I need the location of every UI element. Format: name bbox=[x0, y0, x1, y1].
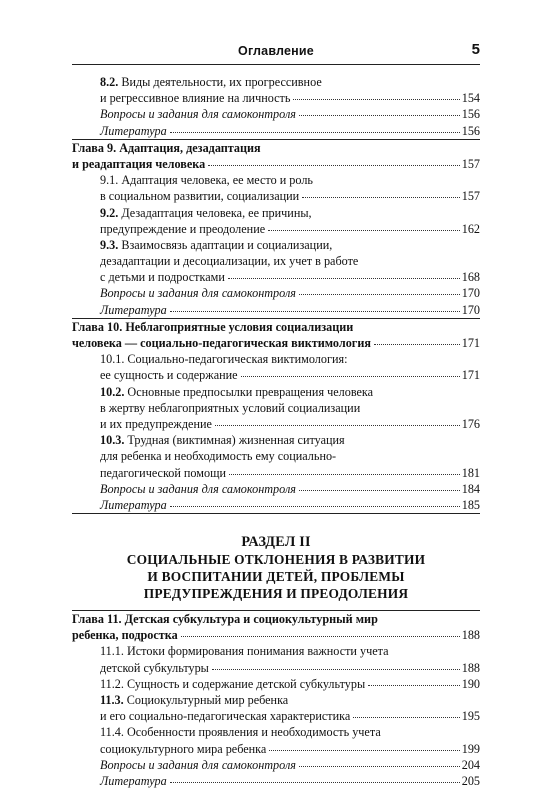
toc-text-run: 11.3. bbox=[100, 693, 124, 707]
dot-leader bbox=[241, 367, 460, 377]
toc-entry-text bbox=[72, 156, 205, 172]
toc-text-run: и реадаптация человека bbox=[72, 156, 206, 171]
toc-text-run: 11.4. Особенности проявления и необходимость учета bbox=[100, 725, 381, 740]
toc-entry bbox=[72, 253, 480, 269]
toc-text-run: для ребенка и необходимость ему социально- bbox=[100, 449, 337, 464]
toc-page-number: 199 bbox=[461, 741, 480, 756]
toc-entry bbox=[72, 302, 480, 318]
toc-text-run: 10.2. bbox=[100, 384, 125, 399]
dot-leader bbox=[170, 123, 460, 133]
toc-text-run: 9.3. bbox=[100, 237, 119, 252]
toc-entry bbox=[72, 708, 480, 724]
toc-entry bbox=[72, 416, 480, 432]
toc-entry-text bbox=[72, 335, 371, 351]
toc-entry bbox=[72, 106, 480, 122]
toc-text-run: 11.2. Сущность и содержание детской субкультуры bbox=[100, 676, 366, 691]
toc-entry bbox=[72, 448, 480, 464]
toc-entry-text bbox=[100, 269, 225, 285]
toc-entry-text bbox=[100, 692, 288, 708]
toc-page-number: 170 bbox=[461, 286, 480, 301]
dot-leader bbox=[299, 106, 460, 116]
toc-part-1 bbox=[72, 74, 480, 514]
page-number: 5 bbox=[471, 41, 480, 58]
toc-entry-text bbox=[100, 724, 381, 740]
dot-leader bbox=[368, 676, 460, 686]
toc-page-number: 195 bbox=[461, 709, 480, 724]
toc-entry bbox=[72, 205, 480, 221]
toc-text-run: предупреждение и преодоление bbox=[100, 221, 266, 236]
toc-text-run: социокультурного мира ребенка bbox=[100, 741, 267, 756]
dot-leader bbox=[293, 90, 459, 100]
toc-text-run: с детьми и подростками bbox=[100, 270, 225, 285]
toc-text-run: и их предупреждение bbox=[100, 416, 212, 431]
toc-text-run: человека — социально-педагогическая виктимология bbox=[72, 336, 371, 350]
page-header bbox=[72, 41, 480, 65]
dot-leader bbox=[170, 302, 460, 312]
toc-entry bbox=[72, 676, 480, 692]
toc-entry-text bbox=[100, 676, 365, 692]
toc-text-run: Литература bbox=[100, 497, 167, 512]
toc-entry-text bbox=[100, 74, 322, 90]
toc-page-number: 184 bbox=[461, 481, 480, 496]
toc-entry-text bbox=[100, 432, 345, 448]
toc-text-run: Взаимосвязь адаптации и социализации, bbox=[118, 237, 333, 252]
running-title: Оглавление bbox=[238, 44, 314, 58]
dot-leader bbox=[268, 221, 460, 231]
dot-leader bbox=[212, 660, 460, 670]
dot-leader bbox=[170, 497, 460, 507]
toc-page-number: 157 bbox=[461, 156, 480, 171]
toc-text-run: ее сущность и содержание bbox=[100, 368, 238, 383]
toc-entry bbox=[72, 188, 480, 204]
toc-entry bbox=[72, 384, 480, 400]
toc-text-run: 8.2. bbox=[100, 75, 119, 89]
toc-entry bbox=[72, 432, 480, 448]
toc-text-run: Глава 11. Детская субкультура и социокультурный мир bbox=[72, 612, 378, 627]
toc-page-number: 156 bbox=[461, 123, 480, 138]
toc-page-number: 185 bbox=[461, 497, 480, 512]
toc-entry bbox=[72, 319, 480, 335]
toc-entry-text bbox=[100, 660, 209, 676]
toc-entry bbox=[72, 285, 480, 301]
toc-entry bbox=[72, 757, 480, 773]
toc-entry bbox=[72, 351, 480, 367]
dot-leader bbox=[353, 708, 459, 718]
toc-page-number: 188 bbox=[461, 628, 480, 643]
dot-leader bbox=[299, 757, 460, 767]
dot-leader bbox=[229, 465, 460, 475]
toc-text-run: и регрессивное влияние на личность bbox=[100, 91, 291, 106]
toc-text-run: 9.2. bbox=[100, 205, 119, 220]
dot-leader bbox=[302, 188, 460, 198]
toc-text-run: ребенка, подростка bbox=[72, 628, 178, 643]
toc-text-run: Вопросы и задания для самоконтроля bbox=[100, 107, 296, 122]
toc-text-run: в социальном развитии, социализации bbox=[100, 189, 300, 204]
dot-leader bbox=[299, 481, 460, 491]
toc-text-run: 10.1. Социально-педагогическая виктимология: bbox=[100, 352, 348, 367]
toc-entry-text bbox=[100, 205, 312, 221]
toc-page-number: 181 bbox=[461, 465, 480, 480]
toc-text-run: дезадаптации и десоциализации, их учет в работе bbox=[100, 254, 359, 269]
toc-text-run: 10.3. bbox=[100, 433, 125, 448]
toc-entry bbox=[72, 611, 480, 627]
toc-entry bbox=[72, 627, 480, 643]
toc-page-number: 156 bbox=[461, 107, 480, 122]
toc-page-number: 171 bbox=[461, 368, 480, 383]
toc-entry-text bbox=[100, 90, 290, 106]
toc-entry bbox=[72, 692, 480, 708]
toc-entry bbox=[72, 643, 480, 659]
toc-page-number: 154 bbox=[461, 91, 480, 106]
toc-entry-text bbox=[100, 643, 389, 659]
toc-entry bbox=[72, 497, 480, 513]
dot-leader bbox=[374, 335, 460, 345]
toc-page-number: 190 bbox=[461, 676, 480, 691]
dot-leader bbox=[269, 741, 459, 751]
toc-entry bbox=[72, 90, 480, 106]
toc-text-run: Основные предпосылки превращения человека bbox=[124, 384, 374, 399]
toc-page-number: 205 bbox=[461, 773, 480, 788]
toc-entry-text bbox=[72, 319, 353, 335]
toc-entry bbox=[72, 400, 480, 416]
toc-entry-text bbox=[100, 123, 167, 139]
toc-entry-text bbox=[100, 188, 299, 204]
toc-text-run: Литература bbox=[100, 773, 167, 788]
toc-text-run: Литература bbox=[100, 302, 167, 317]
toc-text-run: Социокультурный мир ребенка bbox=[123, 693, 289, 707]
toc-entry bbox=[72, 741, 480, 757]
toc-entry-text bbox=[100, 497, 167, 513]
toc-text-run: Трудная (виктимная) жизненная ситуация bbox=[124, 433, 345, 448]
toc-text-run: Вопросы и задания для самоконтроля bbox=[100, 481, 296, 496]
toc-entry-text bbox=[100, 773, 167, 789]
toc-entry-text bbox=[100, 106, 296, 122]
toc-entry-text bbox=[72, 140, 261, 156]
toc-entry bbox=[72, 172, 480, 188]
toc-text-run: педагогической помощи bbox=[100, 465, 227, 480]
toc-entry-text bbox=[100, 172, 313, 188]
toc-entry bbox=[72, 335, 480, 351]
toc-entry-text bbox=[100, 465, 226, 481]
toc-entry-text bbox=[100, 481, 296, 497]
toc-text-run: Литература bbox=[100, 123, 167, 138]
toc-part-2 bbox=[72, 610, 480, 789]
toc-page-number: 168 bbox=[461, 270, 480, 285]
toc-text-run: 11.1. Истоки формирования понимания важности учета bbox=[100, 644, 389, 659]
toc-page-number: 204 bbox=[461, 757, 480, 772]
dot-leader bbox=[299, 285, 460, 295]
toc-entry-text bbox=[100, 302, 167, 318]
toc-entry-text bbox=[72, 627, 178, 643]
section-heading bbox=[72, 534, 480, 602]
section-title-line-3: ПРЕДУПРЕЖДЕНИЯ И ПРЕОДОЛЕНИЯ bbox=[143, 586, 409, 602]
toc-text-run: Глава 9. Адаптация, дезадаптация bbox=[72, 140, 261, 155]
toc-entry bbox=[72, 465, 480, 481]
section-title-line-2: И ВОСПИТАНИИ ДЕТЕЙ, ПРОБЛЕМЫ bbox=[147, 569, 405, 585]
toc-entry bbox=[72, 773, 480, 789]
toc-page-number: 170 bbox=[461, 302, 480, 317]
toc-entry-text bbox=[100, 367, 238, 383]
toc-page-number: 171 bbox=[461, 336, 480, 350]
toc-entry bbox=[72, 221, 480, 237]
toc-entry-text bbox=[100, 400, 360, 416]
section-label: РАЗДЕЛ II bbox=[241, 534, 311, 551]
toc-entry bbox=[72, 269, 480, 285]
toc-entry-text bbox=[100, 285, 296, 301]
dot-leader bbox=[181, 627, 460, 637]
toc-text-run: Виды деятельности, их прогрессивное bbox=[118, 75, 322, 89]
toc-entry bbox=[72, 367, 480, 383]
toc-entry-text bbox=[100, 757, 296, 773]
toc-entry-text bbox=[100, 448, 336, 464]
toc-page-number: 176 bbox=[461, 416, 480, 431]
toc-page-number: 188 bbox=[461, 660, 480, 675]
toc-text-run: Вопросы и задания для самоконтроля bbox=[100, 286, 296, 301]
toc-page-number: 162 bbox=[461, 221, 480, 236]
toc-entry-text bbox=[100, 253, 358, 269]
dot-leader bbox=[208, 156, 460, 166]
dot-leader bbox=[215, 416, 460, 426]
toc-text-run: Дезадаптация человека, ее причины, bbox=[118, 205, 312, 220]
toc-text-run: и его социально-педагогическая характеристика bbox=[100, 709, 351, 724]
toc-entry-text bbox=[72, 611, 378, 627]
toc-entry bbox=[72, 481, 480, 497]
toc-entry-text bbox=[100, 741, 266, 757]
toc-text-run: в жертву неблагоприятных условий социализации bbox=[100, 400, 361, 415]
toc-entry-text bbox=[100, 221, 265, 237]
toc-page-number: 157 bbox=[461, 189, 480, 204]
toc-entry bbox=[72, 237, 480, 253]
toc-entry bbox=[72, 74, 480, 90]
rule-divider bbox=[72, 513, 480, 514]
toc-entry bbox=[72, 140, 480, 156]
toc-entry-text bbox=[100, 384, 373, 400]
dot-leader bbox=[170, 773, 460, 783]
toc-entry-text bbox=[100, 351, 347, 367]
toc-entry bbox=[72, 156, 480, 172]
toc-text-run: детской субкультуры bbox=[100, 660, 209, 675]
toc-entry-text bbox=[100, 708, 350, 724]
toc-entry bbox=[72, 724, 480, 740]
toc-entry bbox=[72, 123, 480, 139]
toc-entry bbox=[72, 660, 480, 676]
section-title-line-1: СОЦИАЛЬНЫЕ ОТКЛОНЕНИЯ В РАЗВИТИИ bbox=[126, 552, 426, 568]
toc-text-run: Глава 10. Неблагоприятные условия социализации bbox=[72, 319, 354, 334]
toc-text-run: Вопросы и задания для самоконтроля bbox=[100, 757, 296, 772]
dot-leader bbox=[228, 269, 460, 279]
toc-entry-text bbox=[100, 237, 332, 253]
table-of-contents bbox=[72, 74, 480, 789]
toc-text-run: 9.1. Адаптация человека, ее место и роль bbox=[100, 173, 313, 188]
toc-entry-text bbox=[100, 416, 212, 432]
